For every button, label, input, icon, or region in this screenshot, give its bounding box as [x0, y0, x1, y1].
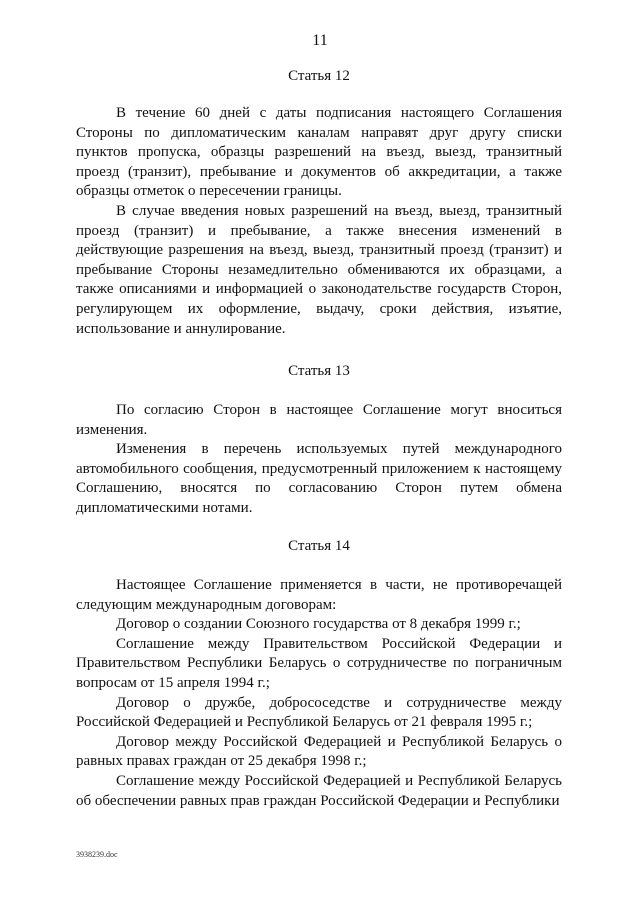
paragraph: В случае введения новых разрешений на въезд, выезд, транзитный проезд (транзит) и пребывание, а также внесения изменений в действующие разрешения на въезд, выезд, транзитный проезд (транзит) и пребывание Стороны незамедлительно обмениваются их образцами, а также описаниями и информацией о законодательстве государств Сторон, регулирующем их оформление, выдачу, сроки действия, изъятие, использование и аннулирование.: [76, 202, 562, 337]
article-12: [76, 67, 562, 339]
paragraph: По согласию Сторон в настоящее Соглашение могут вноситься изменения.: [76, 402, 562, 438]
paragraph: Соглашение между Правительством Российской Федерации и Правительством Республики Беларусь о сотрудничестве по пограничным вопросам от 15 апреля 1994 г.;: [76, 635, 562, 691]
paragraph: Договор о дружбе, добрососедстве и сотрудничестве между Российской Федерацией и Республикой Беларусь от 21 февраля 1995 г.;: [76, 694, 562, 731]
paragraph: В течение 60 дней с даты подписания настоящего Соглашения Стороны по дипломатическим каналам направят друг другу списки пунктов пропуска, образцы разрешений на въезд, выезд, транзитный проезд (транзит), пребывание и документов об аккредитации, а также образцы отметок о пересечении границы.: [76, 105, 562, 200]
document-file-code: 3938239.doc: [76, 850, 118, 859]
paragraph: Соглашение между Российской Федерацией и Республикой Беларусь об обеспечении равных прав граждан Российской Федерации и Республики: [76, 772, 562, 809]
paragraph: Договор о создании Союзного государства от 8 декабря 1999 г.;: [116, 616, 521, 633]
page-number: 11: [312, 32, 328, 49]
article-13: [76, 362, 562, 519]
article-14: [76, 537, 562, 811]
paragraph: Договор между Российской Федерацией и Республикой Беларусь о равных правах граждан от 25 декабря 1998 г.;: [76, 733, 562, 770]
article-title: Статья 13: [288, 363, 350, 379]
article-title: Статья 12: [288, 68, 350, 84]
paragraph: Изменения в перечень используемых путей международного автомобильного сообщения, предусмотренный приложением к настоящему Соглашению, вносятся по согласованию Сторон путем обмена дипломатическими нотами.: [76, 441, 562, 516]
paragraph: Настоящее Соглашение применяется в части, не противоречащей следующим международным договорам:: [76, 577, 562, 613]
article-title: Статья 14: [288, 538, 350, 554]
